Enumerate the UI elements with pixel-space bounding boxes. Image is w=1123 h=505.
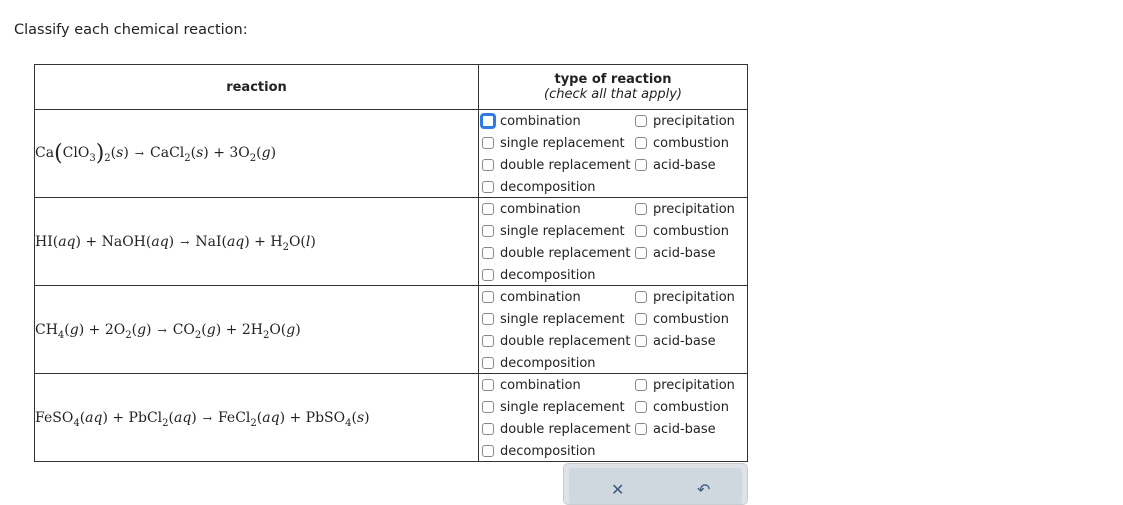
option-acid-base[interactable] <box>635 330 735 352</box>
checkbox[interactable] <box>482 181 494 193</box>
checkbox[interactable] <box>482 137 494 149</box>
option-single-replacement[interactable] <box>482 132 630 154</box>
checkbox[interactable] <box>482 445 494 457</box>
options-left-column <box>482 198 630 286</box>
checkbox[interactable] <box>635 203 647 215</box>
option-label: single replacement <box>500 135 625 151</box>
option-label: acid-base <box>653 157 716 173</box>
checkbox[interactable] <box>635 115 647 127</box>
option-label: combination <box>500 113 581 129</box>
checkbox[interactable] <box>635 401 647 413</box>
reaction-equation <box>35 198 479 286</box>
equation-math: HI(aq) + NaOH(aq) → $NaI(aq) + H_2O(l)$ <box>35 233 316 253</box>
option-double-replacement[interactable] <box>482 242 630 264</box>
options-left-column <box>482 286 630 374</box>
checkbox[interactable] <box>635 335 647 347</box>
options-right-column <box>635 374 735 440</box>
option-precipitation[interactable] <box>635 198 735 220</box>
options-left-column <box>482 110 630 198</box>
option-label: single replacement <box>500 223 625 239</box>
option-combustion[interactable] <box>635 308 735 330</box>
checkbox[interactable] <box>482 225 494 237</box>
reaction-equation <box>35 286 479 374</box>
x-icon[interactable]: ✕ <box>611 480 625 499</box>
checkbox[interactable] <box>635 159 647 171</box>
option-label: acid-base <box>653 421 716 437</box>
option-acid-base[interactable] <box>635 242 735 264</box>
checkbox[interactable] <box>482 423 494 435</box>
checkbox[interactable] <box>482 357 494 369</box>
option-decomposition[interactable] <box>482 264 630 286</box>
table-row <box>35 286 748 374</box>
option-label: precipitation <box>653 289 735 305</box>
table-row <box>35 374 748 462</box>
option-label: decomposition <box>500 443 596 459</box>
option-label: double replacement <box>500 333 631 349</box>
question-prompt: Classify each chemical reaction: <box>14 22 248 38</box>
checkbox[interactable] <box>635 225 647 237</box>
answer-toolbar <box>563 463 748 505</box>
checkbox[interactable] <box>482 401 494 413</box>
checkbox[interactable] <box>482 203 494 215</box>
option-label: acid-base <box>653 333 716 349</box>
option-label: combustion <box>653 223 729 239</box>
option-combination[interactable] <box>482 110 630 132</box>
header-reaction: reaction <box>35 65 479 110</box>
equation-math: FeSO$_4$(aq) + PbCl$_2$(aq) → FeCl$_2$(aq) + PbSO$_4$(s) <box>35 409 370 429</box>
option-label: combustion <box>653 311 729 327</box>
options-right-column <box>635 110 735 176</box>
table-row <box>35 198 748 286</box>
table-row <box>35 110 748 198</box>
options-right-column <box>635 286 735 352</box>
checkbox[interactable] <box>635 247 647 259</box>
option-precipitation[interactable] <box>635 374 735 396</box>
option-single-replacement[interactable] <box>482 308 630 330</box>
option-single-replacement[interactable] <box>482 220 630 242</box>
option-combustion[interactable] <box>635 220 735 242</box>
option-label: single replacement <box>500 399 625 415</box>
reaction-type-options <box>479 110 748 198</box>
table-header-row <box>35 65 748 110</box>
checkbox[interactable] <box>482 247 494 259</box>
option-label: combination <box>500 377 581 393</box>
checkbox[interactable] <box>635 379 647 391</box>
checkbox[interactable] <box>482 291 494 303</box>
reaction-type-options <box>479 198 748 286</box>
option-label: double replacement <box>500 157 631 173</box>
reaction-type-options <box>479 286 748 374</box>
header-type-note: (check all that apply) <box>544 87 682 102</box>
option-acid-base[interactable] <box>635 154 735 176</box>
option-label: combustion <box>653 399 729 415</box>
option-decomposition[interactable] <box>482 440 630 462</box>
header-type-title: type of reaction <box>554 72 672 87</box>
checkbox[interactable] <box>482 335 494 347</box>
reaction-equation <box>35 110 479 198</box>
checkbox[interactable] <box>635 313 647 325</box>
option-label: decomposition <box>500 355 596 371</box>
checkbox[interactable] <box>480 113 496 129</box>
option-decomposition[interactable] <box>482 176 630 198</box>
option-double-replacement[interactable] <box>482 418 630 440</box>
option-combination[interactable] <box>482 374 630 396</box>
reaction-equation <box>35 374 479 462</box>
option-label: decomposition <box>500 267 596 283</box>
checkbox[interactable] <box>482 379 494 391</box>
options-left-column <box>482 374 630 462</box>
option-label: combination <box>500 201 581 217</box>
option-label: precipitation <box>653 377 735 393</box>
option-single-replacement[interactable] <box>482 396 630 418</box>
option-label: precipitation <box>653 113 735 129</box>
option-label: decomposition <box>500 179 596 195</box>
option-label: acid-base <box>653 245 716 261</box>
option-label: combination <box>500 289 581 305</box>
option-label: single replacement <box>500 311 625 327</box>
option-combustion[interactable] <box>635 396 735 418</box>
option-precipitation[interactable] <box>635 286 735 308</box>
checkbox[interactable] <box>635 137 647 149</box>
option-label: double replacement <box>500 421 631 437</box>
toolbar-inner <box>569 468 742 504</box>
option-precipitation[interactable] <box>635 110 735 132</box>
option-combination[interactable] <box>482 286 630 308</box>
option-label: double replacement <box>500 245 631 261</box>
option-combustion[interactable] <box>635 132 735 154</box>
option-label: precipitation <box>653 201 735 217</box>
option-combination[interactable] <box>482 198 630 220</box>
checkbox[interactable] <box>482 313 494 325</box>
equation-math: $Ca(ClO_3)_2(s)$ → CaCl$_2$(s) + $3O_2(g)$ <box>35 141 277 166</box>
header-type <box>479 65 748 110</box>
option-acid-base[interactable] <box>635 418 735 440</box>
option-label: combustion <box>653 135 729 151</box>
checkbox[interactable] <box>635 291 647 303</box>
equation-math: $CH_4(g) + 2O_2(g) \to CO_2(g) + 2H_2O(g)$ <box>35 321 301 341</box>
options-right-column <box>635 198 735 264</box>
checkbox[interactable] <box>635 423 647 435</box>
checkbox[interactable] <box>482 269 494 281</box>
reaction-type-options <box>479 374 748 462</box>
option-decomposition[interactable] <box>482 352 630 374</box>
option-double-replacement[interactable] <box>482 330 630 352</box>
reaction-table <box>34 64 748 462</box>
option-double-replacement[interactable] <box>482 154 630 176</box>
undo-icon[interactable]: ↶ <box>697 480 711 499</box>
checkbox[interactable] <box>482 159 494 171</box>
